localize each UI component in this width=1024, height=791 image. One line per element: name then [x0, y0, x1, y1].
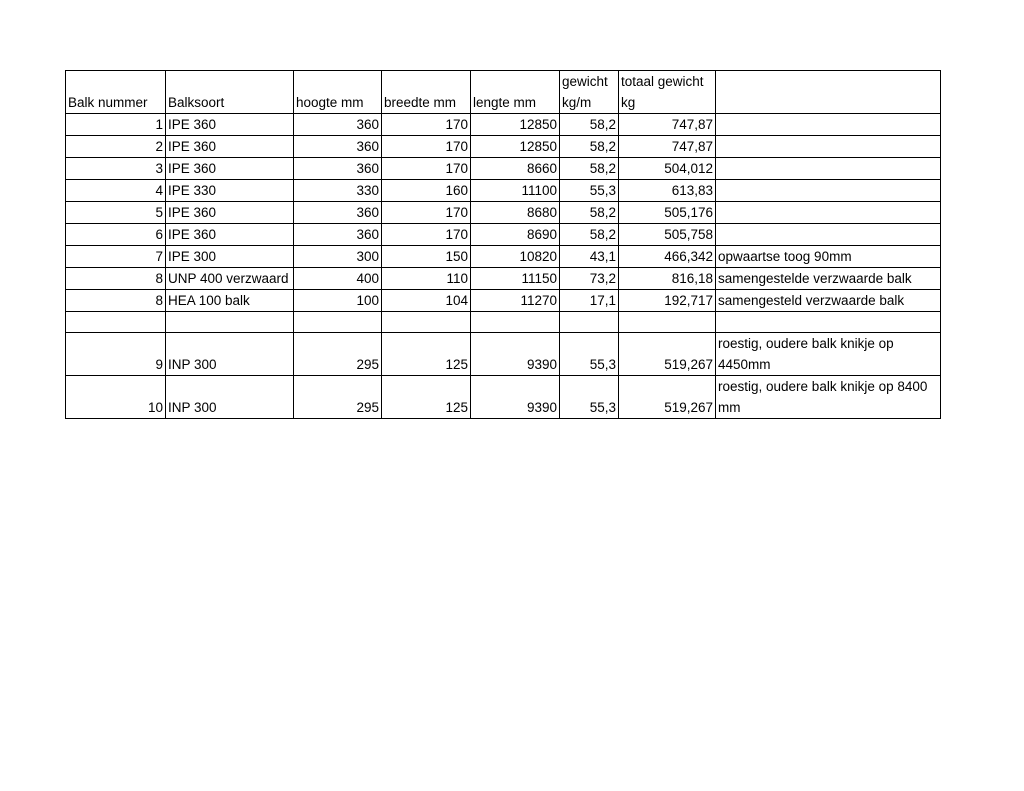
cell-breedte[interactable]: 170: [382, 224, 471, 246]
cell-totaal-gewicht[interactable]: [619, 312, 716, 333]
table-row: [66, 136, 941, 158]
cell-gewicht[interactable]: 55,3: [560, 376, 619, 419]
cell-hoogte[interactable]: 360: [294, 114, 382, 136]
cell-opmerking[interactable]: [716, 312, 941, 333]
cell-totaal-gewicht[interactable]: 192,717: [619, 290, 716, 312]
cell-lengte[interactable]: 12850: [471, 136, 560, 158]
cell-lengte[interactable]: 9390: [471, 333, 560, 376]
cell-balk-nummer[interactable]: 8: [66, 290, 166, 312]
cell-breedte[interactable]: 160: [382, 180, 471, 202]
cell-lengte[interactable]: 11150: [471, 268, 560, 290]
cell-opmerking[interactable]: samengesteld verzwaarde balk: [716, 290, 941, 312]
cell-breedte[interactable]: 170: [382, 158, 471, 180]
cell-breedte[interactable]: [382, 312, 471, 333]
cell-lengte[interactable]: [471, 312, 560, 333]
cell-totaal-gewicht[interactable]: 505,758: [619, 224, 716, 246]
spreadsheet-sheet: [65, 70, 940, 419]
cell-balksoort[interactable]: UNP 400 verzwaard: [166, 268, 294, 290]
header-row: [66, 71, 941, 114]
cell-lengte[interactable]: 8680: [471, 202, 560, 224]
cell-totaal-gewicht[interactable]: 613,83: [619, 180, 716, 202]
cell-hoogte[interactable]: 295: [294, 333, 382, 376]
cell-balksoort[interactable]: IPE 360: [166, 136, 294, 158]
cell-balksoort[interactable]: IPE 330: [166, 180, 294, 202]
header-breedte[interactable]: breedte mm: [382, 71, 471, 114]
cell-opmerking[interactable]: [716, 180, 941, 202]
beam-table: [65, 70, 941, 419]
cell-totaal-gewicht[interactable]: 816,18: [619, 268, 716, 290]
cell-breedte[interactable]: 170: [382, 136, 471, 158]
cell-balk-nummer[interactable]: 6: [66, 224, 166, 246]
cell-balksoort[interactable]: IPE 360: [166, 114, 294, 136]
table-row: [66, 376, 941, 419]
cell-gewicht[interactable]: 58,2: [560, 202, 619, 224]
cell-balksoort[interactable]: INP 300: [166, 376, 294, 419]
header-balksoort[interactable]: Balksoort: [166, 71, 294, 114]
cell-balk-nummer[interactable]: 9: [66, 333, 166, 376]
cell-totaal-gewicht[interactable]: 466,342: [619, 246, 716, 268]
cell-balk-nummer[interactable]: [66, 312, 166, 333]
cell-opmerking[interactable]: [716, 202, 941, 224]
header-gewicht[interactable]: gewicht kg/m: [560, 71, 619, 114]
table-row: [66, 114, 941, 136]
cell-totaal-gewicht[interactable]: 747,87: [619, 136, 716, 158]
table-row: [66, 333, 941, 376]
cell-balk-nummer[interactable]: 5: [66, 202, 166, 224]
cell-breedte[interactable]: 150: [382, 246, 471, 268]
table-row: [66, 246, 941, 268]
cell-breedte[interactable]: 125: [382, 333, 471, 376]
cell-gewicht[interactable]: [560, 312, 619, 333]
cell-gewicht[interactable]: 55,3: [560, 333, 619, 376]
header-lengte[interactable]: lengte mm: [471, 71, 560, 114]
cell-opmerking[interactable]: roestig, oudere balk knikje op 4450mm: [716, 333, 941, 376]
cell-breedte[interactable]: 170: [382, 114, 471, 136]
cell-balk-nummer[interactable]: 10: [66, 376, 166, 419]
cell-balksoort[interactable]: IPE 360: [166, 224, 294, 246]
cell-hoogte[interactable]: 330: [294, 180, 382, 202]
cell-lengte[interactable]: 12850: [471, 114, 560, 136]
cell-balk-nummer[interactable]: 7: [66, 246, 166, 268]
cell-lengte[interactable]: 10820: [471, 246, 560, 268]
cell-totaal-gewicht[interactable]: 747,87: [619, 114, 716, 136]
table-row: [66, 180, 941, 202]
cell-gewicht[interactable]: 43,1: [560, 246, 619, 268]
cell-hoogte[interactable]: 360: [294, 158, 382, 180]
cell-balksoort[interactable]: INP 300: [166, 333, 294, 376]
cell-opmerking[interactable]: [716, 158, 941, 180]
cell-hoogte[interactable]: [294, 312, 382, 333]
cell-gewicht[interactable]: 73,2: [560, 268, 619, 290]
cell-balk-nummer[interactable]: 2: [66, 136, 166, 158]
cell-breedte[interactable]: 110: [382, 268, 471, 290]
table-row: [66, 158, 941, 180]
cell-balk-nummer[interactable]: 1: [66, 114, 166, 136]
cell-totaal-gewicht[interactable]: 505,176: [619, 202, 716, 224]
cell-totaal-gewicht[interactable]: 519,267: [619, 376, 716, 419]
cell-balksoort[interactable]: IPE 360: [166, 158, 294, 180]
cell-gewicht[interactable]: 55,3: [560, 180, 619, 202]
header-opmerking[interactable]: [716, 71, 941, 114]
cell-lengte[interactable]: 11100: [471, 180, 560, 202]
cell-hoogte[interactable]: 360: [294, 136, 382, 158]
cell-gewicht[interactable]: 58,2: [560, 136, 619, 158]
cell-hoogte[interactable]: 400: [294, 268, 382, 290]
cell-lengte[interactable]: 11270: [471, 290, 560, 312]
cell-hoogte[interactable]: 360: [294, 202, 382, 224]
header-totaal-gewicht[interactable]: totaal gewicht kg: [619, 71, 716, 114]
cell-gewicht[interactable]: 58,2: [560, 114, 619, 136]
cell-balk-nummer[interactable]: 3: [66, 158, 166, 180]
cell-gewicht[interactable]: 17,1: [560, 290, 619, 312]
cell-balksoort[interactable]: [166, 312, 294, 333]
cell-breedte[interactable]: 104: [382, 290, 471, 312]
cell-balksoort[interactable]: IPE 360: [166, 202, 294, 224]
cell-breedte[interactable]: 170: [382, 202, 471, 224]
cell-lengte[interactable]: 8690: [471, 224, 560, 246]
cell-totaal-gewicht[interactable]: 504,012: [619, 158, 716, 180]
cell-lengte[interactable]: 9390: [471, 376, 560, 419]
table-row-empty: [66, 312, 941, 333]
table-row: [66, 224, 941, 246]
cell-gewicht[interactable]: 58,2: [560, 158, 619, 180]
cell-opmerking[interactable]: roestig, oudere balk knikje op 8400 mm: [716, 376, 941, 419]
cell-gewicht[interactable]: 58,2: [560, 224, 619, 246]
header-hoogte[interactable]: hoogte mm: [294, 71, 382, 114]
cell-opmerking[interactable]: opwaartse toog 90mm: [716, 246, 941, 268]
table-row: [66, 202, 941, 224]
cell-opmerking[interactable]: samengestelde verzwaarde balk: [716, 268, 941, 290]
cell-breedte[interactable]: 125: [382, 376, 471, 419]
table-row: [66, 290, 941, 312]
cell-hoogte[interactable]: 360: [294, 224, 382, 246]
cell-balk-nummer[interactable]: 4: [66, 180, 166, 202]
cell-hoogte[interactable]: 300: [294, 246, 382, 268]
table-row: [66, 268, 941, 290]
cell-opmerking[interactable]: [716, 224, 941, 246]
cell-balksoort[interactable]: HEA 100 balk: [166, 290, 294, 312]
cell-lengte[interactable]: 8660: [471, 158, 560, 180]
cell-hoogte[interactable]: 295: [294, 376, 382, 419]
cell-totaal-gewicht[interactable]: 519,267: [619, 333, 716, 376]
cell-opmerking[interactable]: [716, 136, 941, 158]
cell-balk-nummer[interactable]: 8: [66, 268, 166, 290]
cell-hoogte[interactable]: 100: [294, 290, 382, 312]
header-balk-nummer[interactable]: Balk nummer: [66, 71, 166, 114]
cell-opmerking[interactable]: [716, 114, 941, 136]
cell-balksoort[interactable]: IPE 300: [166, 246, 294, 268]
